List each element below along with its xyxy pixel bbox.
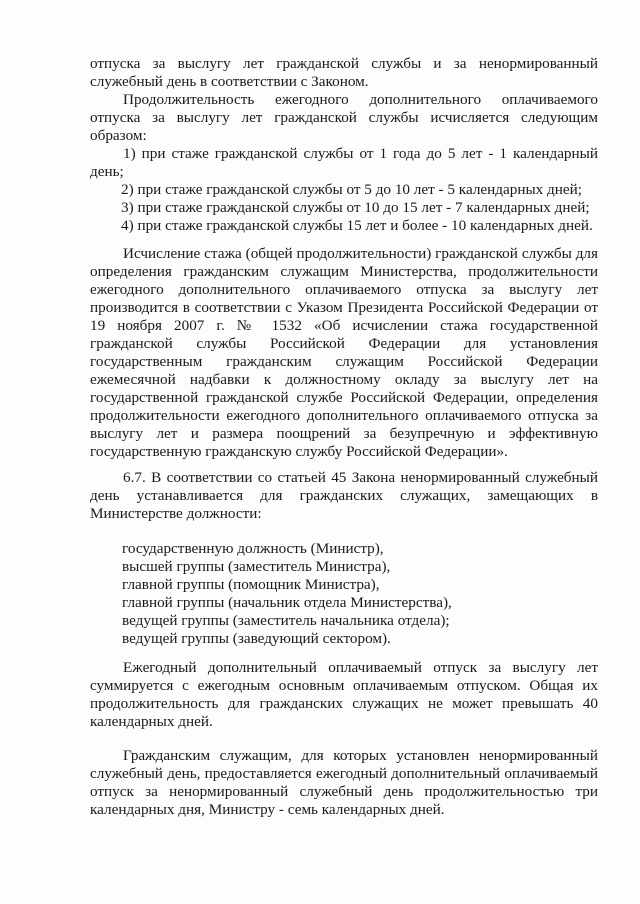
position-item: ведущей группы (заведующий сектором). [122,630,391,647]
position-item: главной группы (начальник отдела Министерства), [122,594,452,611]
duration-item-1: 1) при стаже гражданской службы от 1 года до 5 лет - 1 календарный день; [90,145,598,180]
duration-item-4: 4) при стаже гражданской службы 15 лет и более - 10 календарных дней. [121,217,593,234]
position-item: государственную должность (Министр), [122,540,384,557]
paragraph-summation: Ежегодный дополнительный оплачиваемый отпуск за выслугу лет суммируется с ежегодным основным оплачиваемым отпуском. Общая их продолжительность для гражданских служащих не может превышать 40 календарных дней. [90,659,598,730]
position-item: высшей группы (заместитель Министра), [122,558,391,575]
paragraph-continuation: отпуска за выслугу лет гражданской службы и за ненормированный служебный день в соответствии с Законом. [90,55,598,90]
position-item: ведущей группы (заместитель начальника отдела); [122,612,450,629]
paragraph-irregular-day: Гражданским служащим, для которых установлен ненормированный служебный день, предоставляется ежегодный дополнительный оплачиваемый отпуск за ненормированный служебный день продолжительностью три календарных дня, Министру - семь календарных дней. [90,747,598,818]
paragraph-duration-intro: Продолжительность ежегодного дополнительного оплачиваемого отпуска за выслугу лет гражданской службы исчисляется следующим образом: [90,91,598,144]
duration-item-3: 3) при стаже гражданской службы от 10 до 15 лет - 7 календарных дней; [121,199,590,216]
paragraph-section-6-7: 6.7. В соответствии со статьей 45 Закона ненормированный служебный день устанавливается для гражданских служащих, замещающих в Министерстве должности: [90,469,598,522]
paragraph-calculation: Исчисление стажа (общей продолжительности) гражданской службы для определения гражданским служащим Министерства, продолжительности ежегодного дополнительного оплачиваемого отпуска за выслугу лет производится в соответствии с Указом Президента Российской Федерации от 19 ноября 2007 г. № 1532 «Об исчислении стажа государственной гражданской службы Российской Федерации для установления государственным гражданским служащим Российской Федерации ежемесячной надбавки к должностному окладу за выслугу лет на государственной гражданской службе Российской Федерации, определения продолжительности ежегодного дополнительного оплачиваемого отпуска за выслугу лет и размера поощрений за безупречную и эффективную государственную гражданскую службу Российской Федерации». [90,245,598,460]
duration-item-2: 2) при стаже гражданской службы от 5 до 10 лет - 5 календарных дней; [121,181,583,198]
position-item: главной группы (помощник Министра), [122,576,380,593]
